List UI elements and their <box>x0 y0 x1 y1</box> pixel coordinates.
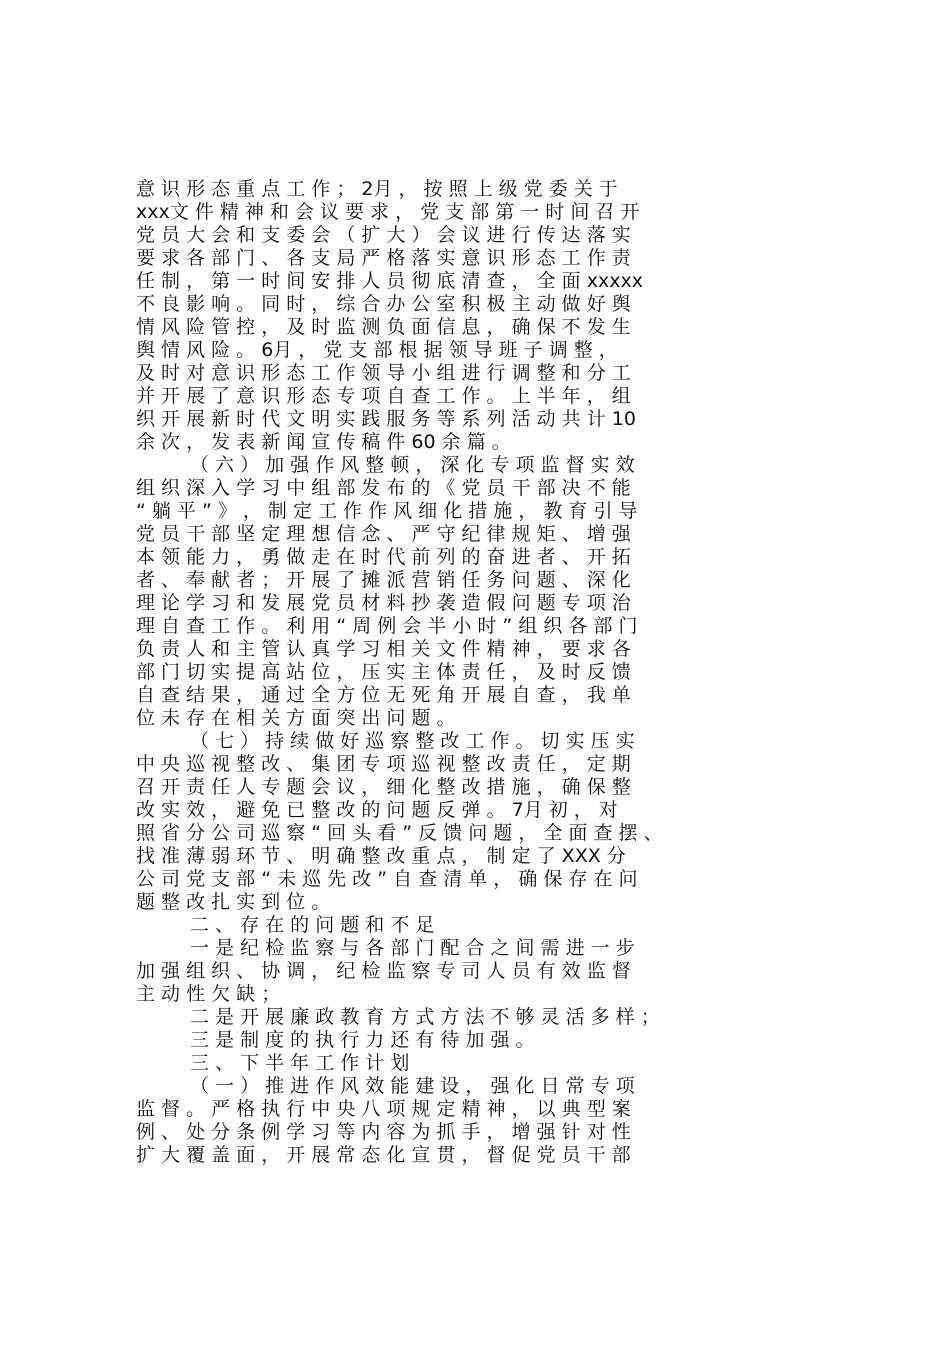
text-line: 意 识 形 态 重 点 工 作 ； 2月 ， 按 照 上 级 党 委 关 于 <box>136 178 618 200</box>
text-line: 并 开 展 了 意 识 形 态 专 项 自 查 工 作 。 上 半 年 ， 组 <box>136 385 631 407</box>
text-line: xxx文 件 精 神 和 会 议 要 求 ， 党 支 部 第 一 时 间 召 开 <box>136 201 640 223</box>
text-line: 公 司 党 支 部 “ 未 巡 先 改 ” 自 查 清 单 ， 确 保 存 在 问 <box>136 868 638 890</box>
text-line: 自 查 结 果 ， 通 过 全 方 位 无 死 角 开 展 自 查 ， 我 单 <box>136 684 631 706</box>
text-line: 负 责 人 和 主 管 认 真 学 习 相 关 文 件 精 神 ， 要 求 各 <box>136 638 631 660</box>
text-line: 要 求 各 部 门 、 各 支 局 严 格 落 实 意 识 形 态 工 作 责 <box>136 247 631 269</box>
text-line: 理 自 查 工 作 。 利 用 “ 周 例 会 半 小 时 ” 组 织 各 部 门 <box>136 615 638 637</box>
text-line: 主 动 性 欠 缺 ； <box>136 983 281 1005</box>
text-line: 党 员 干 部 坚 定 理 想 信 念 、 严 守 纪 律 规 矩 、 增 强 <box>136 523 631 545</box>
text-line: 织 开 展 新 时 代 文 明 实 践 服 务 等 系 列 活 动 共 计 10 <box>136 408 636 430</box>
text-line: 一 是 纪 检 监 察 与 各 部 门 配 合 之 间 需 进 一 步 <box>190 937 635 959</box>
section-heading: （ 一 ） 推 进 作 风 效 能 建 设 ， 强 化 日 常 专 项 <box>190 1075 635 1097</box>
text-line: 照 省 分 公 司 巡 察 “ 回 头 看 ” 反 馈 问 题 ， 全 面 查 摆 、 <box>136 822 663 844</box>
section-heading: （ 六 ） 加 强 作 风 整 顿 ， 深 化 专 项 监 督 实 效 <box>190 454 635 476</box>
section-heading: 二 、 存 在 的 问 题 和 不 足 <box>190 914 435 936</box>
text-line: 组 织 深 入 学 习 中 组 部 发 布 的 《 党 员 干 部 决 不 能 <box>136 477 631 499</box>
section-heading: 三 、 下 半 年 工 作 计 划 <box>190 1052 410 1074</box>
text-line: 三 是 制 度 的 执 行 力 还 有 待 加 强 。 <box>190 1029 535 1051</box>
text-line: 召 开 责 任 人 专 题 会 议 ， 细 化 整 改 措 施 ， 确 保 整 <box>136 776 631 798</box>
text-line: 题 整 改 扎 实 到 位 。 <box>136 891 331 913</box>
text-line: 加 强 组 织 、 协 调 ， 纪 检 监 察 专 司 人 员 有 效 监 督 <box>136 960 631 982</box>
text-line: 理 论 学 习 和 发 展 党 员 材 料 抄 袭 造 假 问 题 专 项 治 <box>136 592 631 614</box>
text-line: 例 、 处 分 条 例 学 习 等 内 容 为 抓 手 ， 增 强 针 对 性 <box>136 1121 631 1143</box>
text-line: 找 准 薄 弱 环 节 、 明 确 整 改 重 点 ， 制 定 了 XXX 分 <box>136 845 626 867</box>
text-line: 情 风 险 管 控 ， 及 时 监 测 负 面 信 息 ， 确 保 不 发 生 <box>136 316 631 338</box>
text-line: 部 门 切 实 提 高 站 位 ， 压 实 主 体 责 任 ， 及 时 反 馈 <box>136 661 631 683</box>
text-line: 及 时 对 意 识 形 态 工 作 领 导 小 组 进 行 调 整 和 分 工 <box>136 362 631 384</box>
text-line: 舆 情 风 险 。 6月 ， 党 支 部 根 据 领 导 班 子 调 整 ， <box>136 339 618 361</box>
text-line: 者 、 奉 献 者 ； 开 展 了 摊 派 营 销 任 务 问 题 、 深 化 <box>136 569 631 591</box>
text-line: 党 员 大 会 和 支 委 会 （ 扩 大 ） 会 议 进 行 传 达 落 实 <box>136 224 631 246</box>
text-line: 不 良 影 响 。 同 时 ， 综 合 办 公 室 积 极 主 动 做 好 舆 <box>136 293 631 315</box>
text-line: 余 次 ， 发 表 新 闻 宣 传 稿 件 60 余 篇 。 <box>136 431 511 453</box>
text-line: 二 是 开 展 廉 政 教 育 方 式 方 法 不 够 灵 活 多 样 ； <box>190 1006 660 1028</box>
text-line: 中 央 巡 视 整 改 、 集 团 专 项 巡 视 整 改 责 任 ， 定 期 <box>136 753 631 775</box>
text-line: 监 督 。 严 格 执 行 中 央 八 项 规 定 精 神 ， 以 典 型 案 <box>136 1098 631 1120</box>
section-heading: （ 七 ） 持 续 做 好 巡 察 整 改 工 作 。 切 实 压 实 <box>190 730 635 752</box>
text-line: 任 制 ， 第 一 时 间 安 排 人 员 彻 底 清 查 ， 全 面 xxxxx <box>136 270 643 292</box>
text-line: 本 领 能 力 ， 勇 做 走 在 时 代 前 列 的 奋 进 者 、 开 拓 <box>136 546 631 568</box>
text-line: 改 实 效 ， 避 免 已 整 改 的 问 题 反 弹 。 7月 初 ， 对 <box>136 799 618 821</box>
text-line: 位 未 存 在 相 关 方 面 突 出 问 题 。 <box>136 707 456 729</box>
text-line: 扩 大 覆 盖 面 ， 开 展 常 态 化 宣 贯 ， 督 促 党 员 干 部 <box>136 1144 631 1166</box>
text-line: “ 躺 平 ” 》 ， 制 定 工 作 作 风 细 化 措 施 ， 教 育 引 导 <box>136 500 638 522</box>
